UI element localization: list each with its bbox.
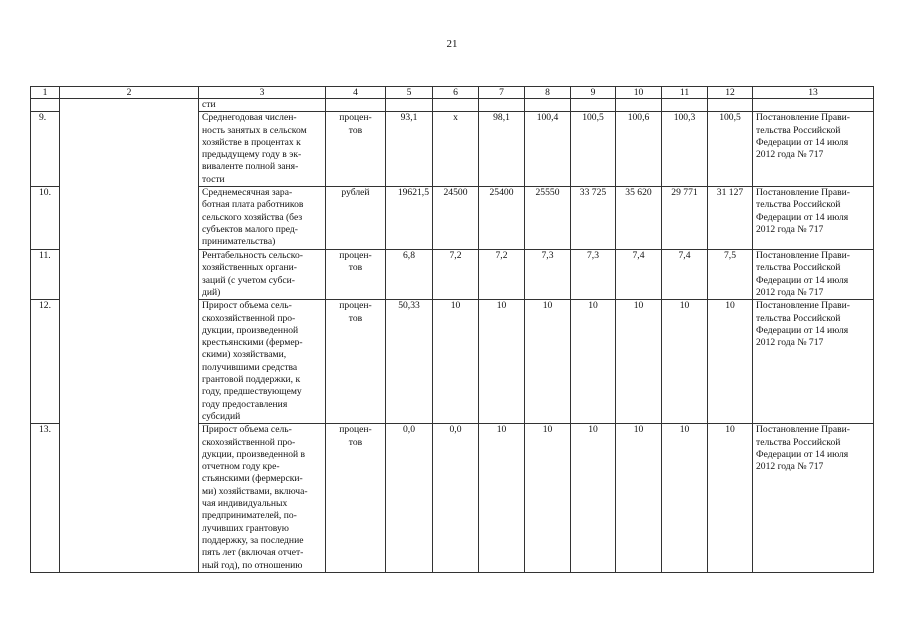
- value-cell: 100,4: [525, 112, 571, 187]
- value-cell: 10: [525, 300, 571, 424]
- value-cell: 10: [479, 424, 525, 573]
- table-cell: [525, 99, 571, 112]
- column-number: 9: [571, 87, 616, 99]
- table-cell: [571, 99, 616, 112]
- value-cell: 7,3: [525, 250, 571, 300]
- value-cell: 10: [479, 300, 525, 424]
- value-cell: 0,0: [433, 424, 479, 573]
- indicator-name: Среднемесячная зара- ботная плата работников сельского хозяйства (без субъектов малого пред- принимательства): [199, 187, 326, 250]
- continuation-row: [31, 99, 874, 112]
- indicator-name: Прирост объема сель- скохозяйственной про- дукции, произведенной в отчетном году кре- стьянскими (фермерски- ми) хозяйствами, включа- чая индивидуальных предпринимателей, по- лучивших грантовую поддержку, за последние пять лет (включая отчет- ный год), по отношению: [199, 424, 326, 573]
- value-cell: 7,4: [616, 250, 662, 300]
- value-cell: 24500: [433, 187, 479, 250]
- unit: процен- тов: [326, 250, 386, 300]
- value-cell: 100,5: [571, 112, 616, 187]
- row-number: 9.: [31, 112, 60, 187]
- column-number: 1: [31, 87, 60, 99]
- value-cell: 50,33: [386, 300, 433, 424]
- table-cell: [326, 99, 386, 112]
- page-number: 21: [446, 38, 458, 50]
- indicator-name: Прирост объема сель- скохозяйственной про- дукции, произведенной крестьянскими (фермер- скими) хозяйствами, получившими средства грантовой поддержки, к году, предшествующему году предоставления субсидий: [199, 300, 326, 424]
- column-number: 2: [60, 87, 199, 99]
- column-number: 11: [662, 87, 708, 99]
- column-number: 7: [479, 87, 525, 99]
- value-cell: 10: [571, 300, 616, 424]
- table-cell: [479, 99, 525, 112]
- column-number: 13: [753, 87, 874, 99]
- value-cell: 0,0: [386, 424, 433, 573]
- column-number-row: [31, 87, 874, 99]
- value-cell: 98,1: [479, 112, 525, 187]
- unit: процен- тов: [326, 424, 386, 573]
- source-document: Постановление Прави- тельства Российской Федерации от 14 июля 2012 года № 717: [753, 112, 874, 187]
- column-number: 4: [326, 87, 386, 99]
- value-cell: х: [433, 112, 479, 187]
- value-cell: 10: [616, 424, 662, 573]
- value-cell: 10: [525, 424, 571, 573]
- unit: процен- тов: [326, 300, 386, 424]
- value-cell: 10: [616, 300, 662, 424]
- value-cell: 19621,5: [386, 187, 433, 250]
- table-cell: [433, 99, 479, 112]
- value-cell: 25400: [479, 187, 525, 250]
- continuation-text: сти: [199, 99, 326, 112]
- table-cell: [616, 99, 662, 112]
- value-cell: 7,2: [479, 250, 525, 300]
- column-number: 8: [525, 87, 571, 99]
- source-document: Постановление Прави- тельства Российской Федерации от 14 июля 2012 года № 717: [753, 187, 874, 250]
- column-number: 12: [708, 87, 753, 99]
- row-number: 13.: [31, 424, 60, 573]
- value-cell: 10: [662, 300, 708, 424]
- value-cell: 100,6: [616, 112, 662, 187]
- indicator-name: Рентабельность сельско- хозяйственных органи- заций (с учетом субси- дий): [199, 250, 326, 300]
- table-cell: [386, 99, 433, 112]
- column-number: 5: [386, 87, 433, 99]
- column-number: 6: [433, 87, 479, 99]
- value-cell: 35 620: [616, 187, 662, 250]
- value-cell: 7,4: [662, 250, 708, 300]
- value-cell: 10: [708, 424, 753, 573]
- row-number: 11.: [31, 250, 60, 300]
- unit: рублей: [326, 187, 386, 250]
- value-cell: 25550: [525, 187, 571, 250]
- indicator-name: Среднегодовая числен- ность занятых в сельском хозяйстве в процентах к предыдущему году в эк- виваленте полной заня- тости: [199, 112, 326, 187]
- value-cell: 10: [571, 424, 616, 573]
- value-cell: 93,1: [386, 112, 433, 187]
- column-number: 3: [199, 87, 326, 99]
- value-cell: 10: [433, 300, 479, 424]
- table-cell: [708, 99, 753, 112]
- value-cell: 7,2: [433, 250, 479, 300]
- value-cell: 100,3: [662, 112, 708, 187]
- source-document: Постановление Прави- тельства Российской Федерации от 14 июля 2012 года № 717: [753, 424, 874, 573]
- unit: процен- тов: [326, 112, 386, 187]
- value-cell: 33 725: [571, 187, 616, 250]
- table-cell: [31, 99, 60, 112]
- table-cell: [753, 99, 874, 112]
- merged-column-2: [60, 99, 199, 573]
- value-cell: 100,5: [708, 112, 753, 187]
- value-cell: 6,8: [386, 250, 433, 300]
- value-cell: 7,3: [571, 250, 616, 300]
- table-cell: [662, 99, 708, 112]
- value-cell: 31 127: [708, 187, 753, 250]
- column-number: 10: [616, 87, 662, 99]
- value-cell: 10: [662, 424, 708, 573]
- value-cell: 29 771: [662, 187, 708, 250]
- value-cell: 7,5: [708, 250, 753, 300]
- value-cell: 10: [708, 300, 753, 424]
- row-number: 10.: [31, 187, 60, 250]
- indicators-table: [30, 86, 874, 573]
- source-document: Постановление Прави- тельства Российской Федерации от 14 июля 2012 года № 717: [753, 250, 874, 300]
- source-document: Постановление Прави- тельства Российской Федерации от 14 июля 2012 года № 717: [753, 300, 874, 424]
- row-number: 12.: [31, 300, 60, 424]
